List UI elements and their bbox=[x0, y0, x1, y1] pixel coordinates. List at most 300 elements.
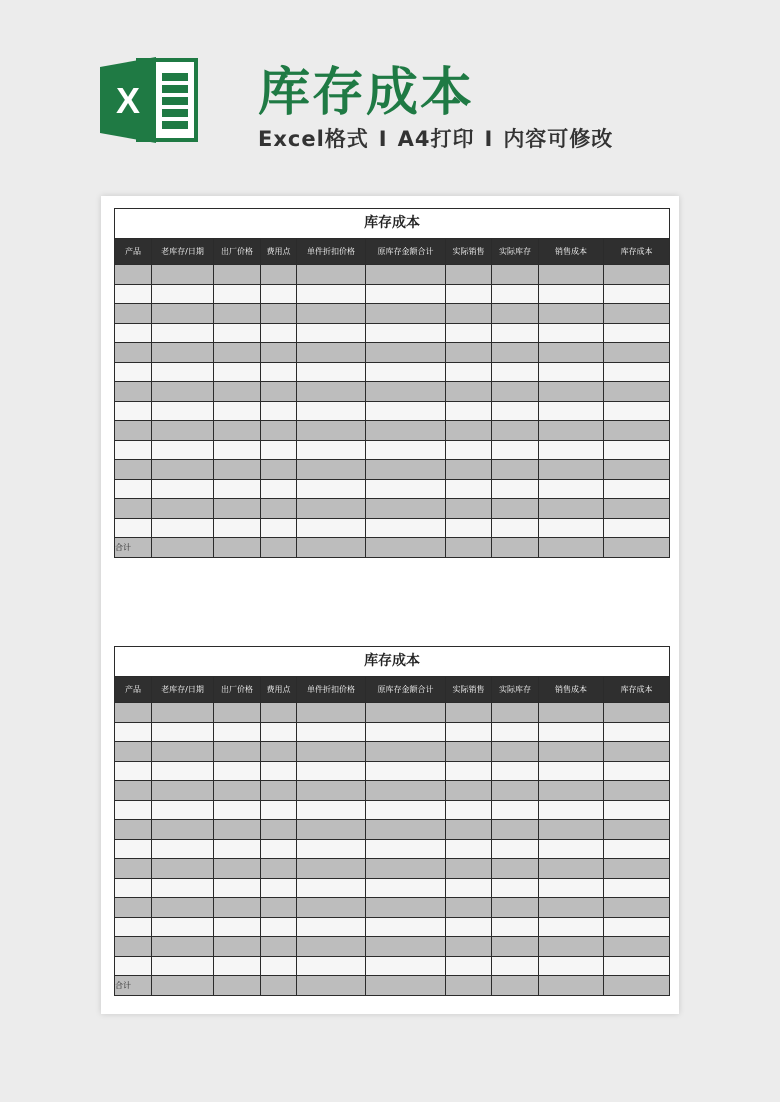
table-cell[interactable] bbox=[492, 761, 539, 781]
table-cell[interactable] bbox=[261, 800, 297, 820]
table-cell[interactable] bbox=[446, 937, 492, 957]
table-cell[interactable] bbox=[492, 440, 539, 460]
table-cell[interactable] bbox=[492, 499, 539, 519]
table-cell[interactable] bbox=[446, 518, 492, 538]
table-cell[interactable] bbox=[539, 917, 604, 937]
table-caption: 库存成本 bbox=[115, 209, 670, 239]
table-cell[interactable] bbox=[214, 304, 261, 324]
table-cell[interactable] bbox=[446, 538, 492, 558]
table-cell[interactable] bbox=[152, 898, 214, 918]
table-cell[interactable] bbox=[261, 304, 297, 324]
table-cell[interactable] bbox=[152, 460, 214, 480]
table-cell[interactable] bbox=[261, 401, 297, 421]
table-cell[interactable] bbox=[214, 839, 261, 859]
table-cell[interactable] bbox=[214, 382, 261, 402]
table-cell[interactable] bbox=[214, 518, 261, 538]
table-cell[interactable] bbox=[604, 362, 670, 382]
table-cell[interactable] bbox=[297, 800, 366, 820]
table-cell[interactable] bbox=[214, 859, 261, 879]
table-cell[interactable] bbox=[539, 323, 604, 343]
table-cell[interactable] bbox=[604, 401, 670, 421]
table-cell[interactable] bbox=[446, 382, 492, 402]
table-cell[interactable] bbox=[152, 499, 214, 519]
table-cell[interactable] bbox=[297, 781, 366, 801]
table-cell[interactable] bbox=[366, 538, 446, 558]
table-cell[interactable] bbox=[297, 401, 366, 421]
table-cell[interactable] bbox=[604, 742, 670, 762]
table-cell[interactable] bbox=[214, 976, 261, 996]
table-cell[interactable] bbox=[297, 839, 366, 859]
table-cell[interactable] bbox=[604, 421, 670, 441]
table-cell[interactable] bbox=[492, 343, 539, 363]
table-cell[interactable] bbox=[115, 343, 152, 363]
table-cell[interactable] bbox=[492, 703, 539, 723]
table-cell[interactable] bbox=[214, 703, 261, 723]
table-cell[interactable] bbox=[539, 479, 604, 499]
table-cell[interactable] bbox=[152, 284, 214, 304]
table-cell[interactable] bbox=[152, 421, 214, 441]
table-cell[interactable] bbox=[492, 538, 539, 558]
table-cell[interactable] bbox=[492, 956, 539, 976]
table-cell[interactable] bbox=[297, 518, 366, 538]
table-cell[interactable] bbox=[261, 284, 297, 304]
table-cell[interactable] bbox=[366, 859, 446, 879]
table-cell[interactable] bbox=[214, 820, 261, 840]
table-cell[interactable] bbox=[604, 898, 670, 918]
table-cell[interactable] bbox=[152, 742, 214, 762]
table-cell[interactable] bbox=[152, 976, 214, 996]
table-cell[interactable] bbox=[261, 898, 297, 918]
table-cell[interactable] bbox=[539, 499, 604, 519]
table-cell[interactable] bbox=[115, 859, 152, 879]
table-cell[interactable] bbox=[539, 781, 604, 801]
table-cell[interactable] bbox=[297, 284, 366, 304]
table-cell[interactable] bbox=[297, 898, 366, 918]
table-cell[interactable] bbox=[261, 343, 297, 363]
table-cell[interactable] bbox=[604, 781, 670, 801]
table-cell[interactable] bbox=[115, 878, 152, 898]
table-cell[interactable] bbox=[297, 479, 366, 499]
table-cell[interactable] bbox=[214, 460, 261, 480]
table-cell[interactable] bbox=[539, 538, 604, 558]
table-cell[interactable] bbox=[115, 440, 152, 460]
table-cell[interactable] bbox=[366, 284, 446, 304]
table-cell[interactable] bbox=[214, 284, 261, 304]
table-cell[interactable] bbox=[366, 440, 446, 460]
table-cell[interactable] bbox=[152, 479, 214, 499]
table-cell[interactable] bbox=[152, 382, 214, 402]
table-cell[interactable] bbox=[115, 460, 152, 480]
table-cell[interactable] bbox=[152, 800, 214, 820]
table-cell[interactable] bbox=[366, 421, 446, 441]
table-cell[interactable] bbox=[297, 956, 366, 976]
table-cell[interactable] bbox=[152, 859, 214, 879]
table-cell[interactable] bbox=[539, 859, 604, 879]
table-cell[interactable] bbox=[539, 343, 604, 363]
table-cell[interactable] bbox=[261, 421, 297, 441]
table-cell[interactable] bbox=[446, 742, 492, 762]
table-cell[interactable] bbox=[539, 898, 604, 918]
table-cell[interactable] bbox=[539, 878, 604, 898]
table-cell[interactable] bbox=[366, 304, 446, 324]
table-cell[interactable] bbox=[261, 742, 297, 762]
table-cell[interactable] bbox=[152, 518, 214, 538]
table-cell[interactable] bbox=[446, 401, 492, 421]
table-cell[interactable] bbox=[261, 703, 297, 723]
table-cell[interactable] bbox=[446, 343, 492, 363]
table-cell[interactable] bbox=[214, 479, 261, 499]
table-cell[interactable] bbox=[492, 421, 539, 441]
table-cell[interactable] bbox=[297, 323, 366, 343]
table-cell[interactable] bbox=[115, 518, 152, 538]
table-cell[interactable] bbox=[604, 859, 670, 879]
table-cell[interactable] bbox=[539, 937, 604, 957]
table-cell[interactable] bbox=[492, 937, 539, 957]
table-cell[interactable] bbox=[115, 839, 152, 859]
table-cell[interactable] bbox=[115, 742, 152, 762]
table-cell[interactable] bbox=[539, 265, 604, 285]
table-cell[interactable] bbox=[446, 878, 492, 898]
table-cell[interactable] bbox=[297, 917, 366, 937]
table-cell[interactable] bbox=[446, 304, 492, 324]
table-cell[interactable] bbox=[297, 362, 366, 382]
table-cell[interactable] bbox=[446, 820, 492, 840]
table-cell[interactable] bbox=[115, 265, 152, 285]
table-cell[interactable] bbox=[214, 343, 261, 363]
table-cell[interactable] bbox=[115, 722, 152, 742]
table-cell[interactable] bbox=[214, 323, 261, 343]
table-cell[interactable] bbox=[539, 761, 604, 781]
table-cell[interactable] bbox=[492, 898, 539, 918]
table-cell[interactable] bbox=[115, 284, 152, 304]
table-cell[interactable] bbox=[152, 401, 214, 421]
table-cell[interactable] bbox=[604, 878, 670, 898]
table-cell[interactable] bbox=[366, 800, 446, 820]
table-cell[interactable] bbox=[152, 538, 214, 558]
table-cell[interactable] bbox=[446, 703, 492, 723]
table-cell[interactable] bbox=[115, 703, 152, 723]
table-cell[interactable] bbox=[604, 937, 670, 957]
table-cell[interactable] bbox=[604, 499, 670, 519]
table-cell[interactable] bbox=[604, 976, 670, 996]
table-cell[interactable] bbox=[297, 460, 366, 480]
table-cell[interactable] bbox=[539, 518, 604, 538]
table-cell[interactable] bbox=[539, 839, 604, 859]
table-cell[interactable] bbox=[115, 499, 152, 519]
table-cell[interactable] bbox=[492, 839, 539, 859]
table-cell[interactable] bbox=[604, 479, 670, 499]
table-cell[interactable] bbox=[297, 265, 366, 285]
table-cell[interactable] bbox=[297, 820, 366, 840]
table-cell[interactable] bbox=[366, 761, 446, 781]
table-cell[interactable] bbox=[366, 956, 446, 976]
table-cell[interactable] bbox=[492, 382, 539, 402]
table-cell[interactable] bbox=[539, 976, 604, 996]
table-cell[interactable] bbox=[446, 976, 492, 996]
table-cell[interactable] bbox=[492, 460, 539, 480]
table-cell[interactable] bbox=[492, 742, 539, 762]
table-cell[interactable] bbox=[297, 722, 366, 742]
table-header-row bbox=[115, 239, 670, 265]
table-cell[interactable] bbox=[214, 362, 261, 382]
table-cell[interactable] bbox=[261, 859, 297, 879]
table-cell[interactable] bbox=[214, 401, 261, 421]
table-cell[interactable] bbox=[366, 362, 446, 382]
table-cell[interactable] bbox=[152, 440, 214, 460]
table-cell[interactable] bbox=[297, 304, 366, 324]
table-cell[interactable] bbox=[366, 742, 446, 762]
table-cell[interactable] bbox=[366, 878, 446, 898]
table-cell[interactable] bbox=[152, 323, 214, 343]
table-cell[interactable] bbox=[115, 956, 152, 976]
table-cell[interactable] bbox=[446, 898, 492, 918]
table-cell[interactable] bbox=[261, 761, 297, 781]
table-cell[interactable] bbox=[261, 976, 297, 996]
table-cell[interactable] bbox=[366, 518, 446, 538]
table-cell[interactable] bbox=[366, 401, 446, 421]
table-cell[interactable] bbox=[261, 722, 297, 742]
table-cell[interactable] bbox=[539, 440, 604, 460]
table-cell[interactable] bbox=[539, 284, 604, 304]
table-cell[interactable] bbox=[297, 382, 366, 402]
table-cell[interactable] bbox=[492, 265, 539, 285]
table-cell[interactable] bbox=[152, 761, 214, 781]
table-cell[interactable] bbox=[539, 703, 604, 723]
table-cell[interactable] bbox=[492, 479, 539, 499]
table-cell[interactable] bbox=[604, 956, 670, 976]
table-cell[interactable] bbox=[366, 499, 446, 519]
table-cell[interactable] bbox=[214, 917, 261, 937]
table-cell[interactable] bbox=[152, 343, 214, 363]
table-cell[interactable] bbox=[115, 898, 152, 918]
table-cell[interactable] bbox=[366, 265, 446, 285]
table-cell[interactable] bbox=[115, 761, 152, 781]
table-cell[interactable] bbox=[261, 382, 297, 402]
table-cell[interactable] bbox=[297, 499, 366, 519]
table-cell[interactable] bbox=[297, 761, 366, 781]
table-cell[interactable] bbox=[604, 284, 670, 304]
table-cell[interactable] bbox=[214, 499, 261, 519]
table-cell[interactable] bbox=[152, 917, 214, 937]
table-cell[interactable] bbox=[261, 460, 297, 480]
table-cell[interactable] bbox=[366, 323, 446, 343]
table-cell[interactable] bbox=[539, 742, 604, 762]
table-cell[interactable] bbox=[115, 401, 152, 421]
table-cell[interactable] bbox=[152, 956, 214, 976]
table-cell[interactable] bbox=[152, 362, 214, 382]
table-cell[interactable] bbox=[366, 722, 446, 742]
table-cell[interactable] bbox=[115, 362, 152, 382]
table-cell[interactable] bbox=[366, 460, 446, 480]
table-cell[interactable] bbox=[604, 382, 670, 402]
table-cell[interactable] bbox=[492, 781, 539, 801]
table-cell[interactable] bbox=[214, 937, 261, 957]
table-cell[interactable] bbox=[492, 800, 539, 820]
table-cell[interactable] bbox=[297, 878, 366, 898]
table-cell[interactable] bbox=[604, 917, 670, 937]
table-cell[interactable] bbox=[261, 781, 297, 801]
table-cell[interactable] bbox=[539, 362, 604, 382]
table-cell[interactable] bbox=[152, 722, 214, 742]
table-cell[interactable] bbox=[115, 781, 152, 801]
table-cell[interactable] bbox=[539, 722, 604, 742]
table-cell[interactable] bbox=[604, 343, 670, 363]
table-cell[interactable] bbox=[539, 800, 604, 820]
table-cell[interactable] bbox=[297, 742, 366, 762]
table-cell[interactable] bbox=[366, 820, 446, 840]
table-cell[interactable] bbox=[492, 362, 539, 382]
table-cell[interactable] bbox=[604, 703, 670, 723]
table-cell[interactable] bbox=[152, 839, 214, 859]
table-cell[interactable] bbox=[492, 304, 539, 324]
table-cell[interactable] bbox=[261, 820, 297, 840]
table-cell[interactable] bbox=[261, 937, 297, 957]
table-cell[interactable] bbox=[297, 859, 366, 879]
table-cell[interactable] bbox=[214, 265, 261, 285]
table-cell[interactable] bbox=[297, 937, 366, 957]
table-cell[interactable] bbox=[214, 800, 261, 820]
table-cell[interactable] bbox=[604, 839, 670, 859]
table-cell[interactable] bbox=[604, 323, 670, 343]
table-cell[interactable] bbox=[261, 499, 297, 519]
table-cell[interactable] bbox=[604, 265, 670, 285]
table-cell[interactable] bbox=[492, 859, 539, 879]
table-cell[interactable] bbox=[446, 421, 492, 441]
table-cell[interactable] bbox=[604, 538, 670, 558]
table-cell[interactable] bbox=[214, 538, 261, 558]
table-cell[interactable] bbox=[446, 800, 492, 820]
table-cell[interactable] bbox=[446, 781, 492, 801]
table-cell[interactable] bbox=[261, 440, 297, 460]
table-cell[interactable] bbox=[261, 956, 297, 976]
table-cell[interactable] bbox=[604, 800, 670, 820]
table-cell[interactable] bbox=[115, 479, 152, 499]
table-cell[interactable] bbox=[446, 859, 492, 879]
table-cell[interactable] bbox=[261, 518, 297, 538]
table-cell[interactable] bbox=[366, 937, 446, 957]
table-cell[interactable] bbox=[492, 976, 539, 996]
table-cell[interactable] bbox=[604, 304, 670, 324]
table-cell[interactable] bbox=[446, 460, 492, 480]
table-cell[interactable] bbox=[115, 937, 152, 957]
table-cell[interactable] bbox=[261, 538, 297, 558]
table-cell[interactable] bbox=[297, 421, 366, 441]
table-cell[interactable] bbox=[492, 878, 539, 898]
table-cell[interactable] bbox=[115, 800, 152, 820]
table-cell[interactable] bbox=[446, 499, 492, 519]
table-cell[interactable] bbox=[214, 898, 261, 918]
table-cell[interactable] bbox=[446, 440, 492, 460]
table-cell[interactable] bbox=[604, 460, 670, 480]
table-cell[interactable] bbox=[604, 820, 670, 840]
table-cell[interactable] bbox=[214, 781, 261, 801]
table-cell[interactable] bbox=[604, 761, 670, 781]
table-cell[interactable] bbox=[604, 722, 670, 742]
table-cell[interactable] bbox=[446, 323, 492, 343]
table-cell[interactable] bbox=[152, 781, 214, 801]
table-cell[interactable] bbox=[492, 401, 539, 421]
table-cell[interactable] bbox=[446, 917, 492, 937]
table-cell[interactable] bbox=[446, 956, 492, 976]
table-cell[interactable] bbox=[604, 440, 670, 460]
table-cell[interactable] bbox=[446, 722, 492, 742]
table-cell[interactable] bbox=[539, 956, 604, 976]
table-cell[interactable] bbox=[214, 742, 261, 762]
table-cell[interactable] bbox=[152, 820, 214, 840]
table-cell[interactable] bbox=[539, 304, 604, 324]
table-cell[interactable] bbox=[446, 265, 492, 285]
table-cell[interactable] bbox=[261, 839, 297, 859]
table-cell[interactable] bbox=[261, 265, 297, 285]
table-cell[interactable] bbox=[539, 421, 604, 441]
table-cell[interactable] bbox=[492, 917, 539, 937]
table-cell[interactable] bbox=[446, 284, 492, 304]
table-cell[interactable] bbox=[366, 839, 446, 859]
table-cell[interactable] bbox=[297, 538, 366, 558]
table-cell[interactable] bbox=[366, 898, 446, 918]
table-cell[interactable] bbox=[152, 703, 214, 723]
table-cell[interactable] bbox=[214, 421, 261, 441]
table-cell[interactable] bbox=[214, 761, 261, 781]
table-cell[interactable] bbox=[261, 878, 297, 898]
table-cell[interactable] bbox=[492, 284, 539, 304]
table-cell[interactable] bbox=[115, 382, 152, 402]
table-cell[interactable] bbox=[115, 917, 152, 937]
table-cell[interactable] bbox=[539, 460, 604, 480]
table-cell[interactable] bbox=[152, 878, 214, 898]
table-cell[interactable] bbox=[539, 401, 604, 421]
table-cell[interactable] bbox=[297, 703, 366, 723]
table-cell[interactable] bbox=[115, 820, 152, 840]
table-cell[interactable] bbox=[297, 976, 366, 996]
table-cell[interactable] bbox=[492, 820, 539, 840]
table-cell[interactable] bbox=[366, 382, 446, 402]
table-cell[interactable] bbox=[115, 421, 152, 441]
table-cell[interactable] bbox=[446, 839, 492, 859]
table-cell[interactable] bbox=[366, 479, 446, 499]
table-cell[interactable] bbox=[446, 479, 492, 499]
table-cell[interactable] bbox=[115, 304, 152, 324]
table-cell[interactable] bbox=[214, 878, 261, 898]
table-cell[interactable] bbox=[539, 820, 604, 840]
table-cell[interactable] bbox=[261, 917, 297, 937]
table-cell[interactable] bbox=[446, 761, 492, 781]
table-cell[interactable] bbox=[366, 781, 446, 801]
table-cell[interactable] bbox=[152, 265, 214, 285]
table-cell[interactable] bbox=[297, 343, 366, 363]
table-cell[interactable] bbox=[261, 479, 297, 499]
table-cell[interactable] bbox=[492, 722, 539, 742]
table-cell[interactable] bbox=[492, 323, 539, 343]
table-cell[interactable] bbox=[366, 917, 446, 937]
table-cell[interactable] bbox=[366, 976, 446, 996]
table-cell[interactable] bbox=[261, 362, 297, 382]
table-cell[interactable] bbox=[152, 304, 214, 324]
table-cell[interactable] bbox=[366, 343, 446, 363]
table-cell[interactable] bbox=[214, 956, 261, 976]
table-cell[interactable] bbox=[261, 323, 297, 343]
table-cell[interactable] bbox=[115, 323, 152, 343]
table-cell[interactable] bbox=[366, 703, 446, 723]
table-cell[interactable] bbox=[604, 518, 670, 538]
table-cell[interactable] bbox=[152, 937, 214, 957]
table-cell[interactable] bbox=[539, 382, 604, 402]
table-cell[interactable] bbox=[492, 518, 539, 538]
table-cell[interactable] bbox=[214, 440, 261, 460]
table-cell[interactable] bbox=[446, 362, 492, 382]
table-cell[interactable] bbox=[214, 722, 261, 742]
table-cell[interactable] bbox=[297, 440, 366, 460]
